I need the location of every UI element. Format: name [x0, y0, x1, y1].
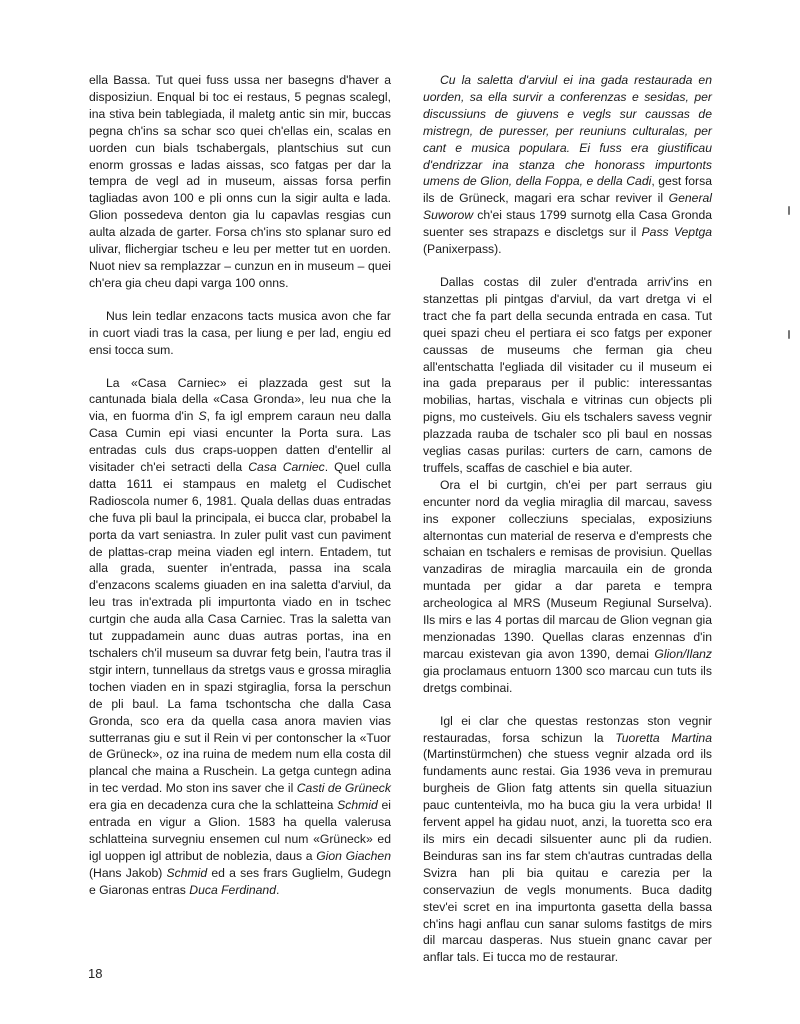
right-column [423, 72, 712, 966]
paragraph [423, 274, 712, 477]
italic-text-run: Gion Giachen [316, 848, 391, 863]
text-run: Dallas costas dil zuler d'entrada arriv'ins en stanzettas pli pintgas d'arviul, da vart dretga vi el tract che fa part della secunda entrada en casa. Tut quei spazi cheu el pertiara ei sco fatgs per exponer caussas de museums che ferman gia cheu all'entschatta l'egliada dil visitader cu il museum ei ina gada preparaus per il public: interessantas mobilias, hartas, vischala e vitrinas cun objects pli pigns, mo custeivels. Giu els tschalers savess vegnir plazzada rauba de tschaler sco pli baul en nossas veglias casas purilas: curters de carn, camons de truffels, scaffas de caschiel e bia auter. [423, 274, 712, 475]
italic-text-run: Casa Carniec [248, 460, 325, 475]
text-run: era gia en decadenza cura che la schlatteina [89, 798, 338, 813]
italic-text-run: Duca Ferdinand [189, 882, 276, 897]
text-run: Nus lein tedlar enzacons tacts musica avon che far in cuort viadi tras la casa, per liung e per lad, engiu ed ensi tocca sum. [89, 308, 391, 357]
italic-text-run: Schmid [166, 865, 208, 880]
text-run: ch'ei staus 1799 surnotg ella Casa Gronda suenter ses strapazs e discletgs sur il [423, 208, 712, 240]
italic-text-run: Cu la saletta d'arviul ei ina gada restaurada en uorden, sa ella survir a conferenzas e sesidas, per discussiuns de giuvens e vegls sur caussas de mistregn, de puresser, per reuniuns culturalas, per cant e musica populara. Ei fuss era giustificau d'endrizzar ina stanza che honorass impurtonts umens de Glion, della Foppa, e della Cadi [423, 73, 712, 189]
text-run: gia proclamaus entuorn 1300 sco marcau cun tuts ils dretgs combinai. [423, 663, 712, 695]
text-run: (Panixerpass). [423, 242, 502, 257]
text-run: La «Casa Carniec» ei plazzada gest sut la cantunada biala della «Casa Gronda», leu nua che la via, en fuorma d'in [89, 375, 391, 424]
italic-text-run: Casti de Grüneck [296, 781, 391, 796]
italic-text-run: Glion/Ilanz [654, 646, 712, 661]
paragraph [423, 72, 712, 258]
page-number: 18 [88, 966, 103, 981]
left-column [89, 72, 391, 899]
scan-edge-mark [788, 206, 790, 215]
text-run: ei entrada en vigur a Glion. 1583 ha quella valerusa schlatteina survegniu ensemen cul num «Grüneck» ed igl uoppen igl attribut de noblezia, daus a [89, 798, 391, 863]
italic-text-run: General Suworow [423, 191, 712, 223]
paragraph [423, 713, 712, 967]
text-run: ed a ses frars Guglielm, Gudegn e Giaronas entras [89, 865, 391, 897]
text-run: , gest forsa ils de Grüneck, magari era schar reviver il [423, 174, 712, 206]
text-run: , fa igl emprem caraun neu dalla Casa Cumin epi viasi encunter la Porta sura. Las entradas culs dus craps-uoppen datten d'entellir al visitader ch'ei setracti della [89, 409, 391, 475]
scan-edge-mark [788, 330, 790, 339]
paragraph [89, 308, 391, 359]
italic-text-run: S [198, 409, 207, 424]
text-run: (Hans Jakob) [89, 865, 167, 880]
text-run: . [275, 882, 280, 897]
text-run: . Quel culla datta 1611 ei stampaus en maletg el Cudischet Radioscola numer 6, 1981. Quala dellas duas entradas che fuva pli baul la principala, ei bucca clar, probabel la porta da vart seniastra. In zuler pulit vast cun paviment de plattas-crap meina viaden egl intern. Entadem, tut alla grada, suenter in'entrada, passa ina scala d'enzacons scalems giuaden en ina saletta d'arviul, da leu tras in'extrada pli impurtonta viado en in tschec curtgin che auda alla Casa Carniec. Tras la saletta van tut zuppadamein aunc duas autras portas, ina en tschalers ch'il museum sa duvrar fetg bein, l'autra tras il stgir intern, tunnellaus da stretgs vaus e grossa miraglia tochen viaden en in spazi stgiraglia, forsa la perschun de pli baul. La fama tschontscha che dalla Casa Gronda, sco era da quella casa anora mavien vias sutterranas giu e sut il Rein vi per contonscher la «Tuor de Grüneck», oz ina ruina de medem num ella costa dil plancal che maina a Ruschein. La getga cuntegn adina in tec verdad. Mo ston ins saver che il [89, 460, 391, 796]
italic-text-run: Pass Veptga [641, 225, 713, 240]
text-run: Ora el bi curtgin, ch'ei per part serraus giu encunter nord da veglia miraglia dil marcau, savess ins exponer collecziuns specialas, exposiziuns alternontas cun material de reserva e d'emprests che schaian en tschalers e remisas de provisiun. Quellas vanzadiras de miraglia marcauila ein de gronda muntada per gidar a dar pareta e tempra archeologica al MRS (Museum Regiunal Surselva). Ils mirs e las 4 portas dil marcau de Glion vegnan gia menzionadas 1390. Quellas claras enzennas d'in marcau existevan gia avon 1390, demai [423, 477, 712, 661]
italic-text-run: Schmid [337, 798, 378, 813]
italic-text-run: Tuoretta Martina [615, 730, 712, 745]
paragraph [423, 477, 712, 697]
text-run: (Martinstürmchen) che stuess vegnir alzada ord ils fundaments aunc restai. Gia 1936 veva in premurau burgheis de Glion fatg attents sin quella situaziun pauc cuntenteivla, mo ha buca giu la vera urbida! Il fervent appel ha gidau nuot, anzi, la tuoretta sco era ils mirs ein decadi silsuenter aunc pli da rudien. Beinduras san ins far stem ch'autras cuntradas della Svizra han pli bia quitau e carezia per la conservaziun de vegls monuments. Buca daditg stev'ei scret en ina impurtonta gasetta della bassa ch'ins hagi anflau cun sanar suloms fastitgs de mirs dil marcau dasperas. Nus stuein gnanc cavar per anflar tals. Ei tucca mo de restaurar. [423, 747, 712, 965]
paragraph [89, 375, 391, 899]
paragraph [89, 72, 391, 292]
text-run: Igl ei clar che questas restonzas ston vegnir restauradas, forsa schizun la [423, 713, 712, 745]
text-run: ella Bassa. Tut quei fuss ussa ner basegns d'haver a disposiziun. Enqual bi toc ei restaus, 5 pegnas scalegl, ina stiva bein tablegiada, il maletg antic sin mir, buccas pegna ch'ins sa schar sco quei ch'ellas ein, scalas en uorden cun bials tschabergals, plantschius sut cun enorm grossas e ladas aissas, sco fatgas per dar la tempra de vegl ad in museum, aissas forsa perfin tagliadas avon 100 e pli onns cun la sigir aulta e lada. Glion possedeva denton gia lu capavlas resgias cun aulta alzada de garter. Forsa ch'ins sto splanar suro ed ulivar, flichergiar tscheu e leu per metter tut en uorden. Nuot niev sa remplazzar – cunzun en in museum – quei ch'era gia cheu dapi varga 100 onns. [89, 73, 391, 290]
